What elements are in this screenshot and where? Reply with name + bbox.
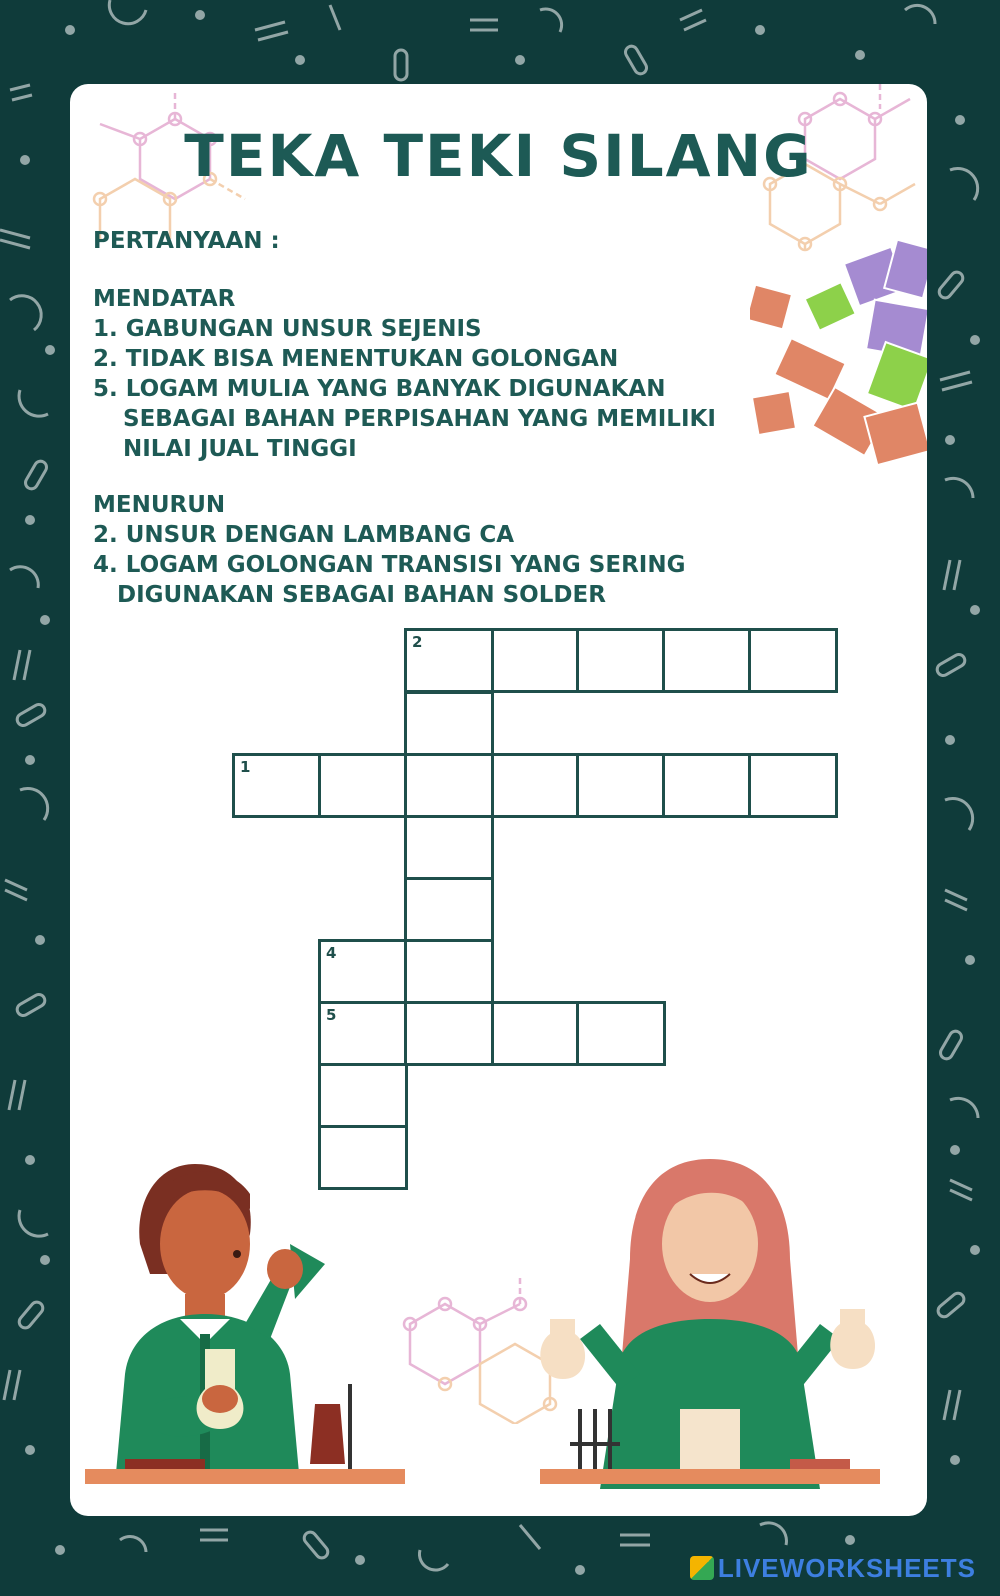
across-clue-5: 5. LOGAM MULIA YANG BANYAK DIGUNAKAN — [93, 376, 666, 402]
liveworksheets-watermark — [690, 1553, 976, 1584]
letter-input[interactable] — [589, 639, 657, 683]
letter-input[interactable] — [417, 888, 485, 932]
letter-input[interactable] — [331, 950, 399, 994]
across-clue-5-line2: SEBAGAI BAHAN PERPISAHAN YANG MEMILIKI — [123, 406, 716, 432]
questions-heading: PERTANYAAN : — [93, 228, 280, 254]
grid-cell[interactable] — [576, 753, 666, 818]
grid-cell[interactable] — [576, 1001, 666, 1066]
grid-cell[interactable] — [404, 691, 494, 756]
cell-number: 1 — [240, 758, 251, 776]
letter-input[interactable] — [761, 639, 829, 683]
across-clue-1: 1. GABUNGAN UNSUR SEJENIS — [93, 316, 482, 342]
down-clue-4: 4. LOGAM GOLONGAN TRANSISI YANG SERING — [93, 552, 686, 578]
letter-input[interactable] — [417, 826, 485, 870]
scientist-illustration-right — [540, 1159, 910, 1489]
letter-input[interactable] — [417, 950, 485, 994]
letter-input[interactable] — [331, 1012, 399, 1056]
cell-number: 4 — [326, 944, 337, 962]
grid-cell[interactable] — [318, 1063, 408, 1128]
grid-cell[interactable] — [662, 753, 752, 818]
grid-cell[interactable] — [404, 877, 494, 942]
grid-cell[interactable] — [404, 628, 494, 693]
letter-input[interactable] — [417, 764, 485, 808]
letter-input[interactable] — [504, 639, 572, 683]
letter-input[interactable] — [245, 764, 313, 808]
letter-input[interactable] — [504, 764, 572, 808]
watermark-text: LIVEWORKSHEETS — [717, 1553, 976, 1583]
grid-cell[interactable] — [748, 628, 838, 693]
grid-cell[interactable] — [748, 753, 838, 818]
down-clue-4-line2: DIGUNAKAN SEBAGAI BAHAN SOLDER — [117, 582, 606, 608]
letter-input[interactable] — [589, 764, 657, 808]
grid-cell[interactable] — [404, 815, 494, 880]
grid-cell[interactable] — [318, 939, 408, 1004]
across-clue-2: 2. TIDAK BISA MENENTUKAN GOLONGAN — [93, 346, 619, 372]
grid-cell[interactable] — [491, 753, 581, 818]
grid-cell[interactable] — [232, 753, 322, 818]
letter-input[interactable] — [675, 639, 743, 683]
grid-cell[interactable] — [576, 628, 666, 693]
letter-input[interactable] — [417, 639, 485, 683]
liveworksheets-logo-icon — [690, 1556, 714, 1580]
grid-cell[interactable] — [404, 939, 494, 1004]
across-heading: MENDATAR — [93, 286, 236, 312]
grid-cell[interactable] — [491, 628, 581, 693]
scientist-illustration-left — [85, 1154, 415, 1484]
cell-number: 5 — [326, 1006, 337, 1024]
letter-input[interactable] — [761, 764, 829, 808]
grid-cell[interactable] — [491, 1001, 581, 1066]
letter-input[interactable] — [331, 764, 399, 808]
grid-cell[interactable] — [318, 1001, 408, 1066]
across-clue-5-line3: NILAI JUAL TINGGI — [123, 436, 357, 462]
letter-input[interactable] — [417, 702, 485, 746]
letter-input[interactable] — [675, 764, 743, 808]
page-title: TEKA TEKI SILANG — [184, 122, 813, 190]
down-clue-2: 2. UNSUR DENGAN LAMBANG CA — [93, 522, 515, 548]
grid-cell[interactable] — [404, 1001, 494, 1066]
grid-cell[interactable] — [404, 753, 494, 818]
worksheet-card — [70, 84, 927, 1516]
letter-input[interactable] — [331, 1074, 399, 1118]
letter-input[interactable] — [504, 1012, 572, 1056]
letter-input[interactable] — [417, 1012, 485, 1056]
cell-number: 2 — [412, 633, 423, 651]
grid-cell[interactable] — [318, 753, 408, 818]
grid-cell[interactable] — [662, 628, 752, 693]
down-heading: MENURUN — [93, 492, 226, 518]
letter-input[interactable] — [589, 1012, 657, 1056]
